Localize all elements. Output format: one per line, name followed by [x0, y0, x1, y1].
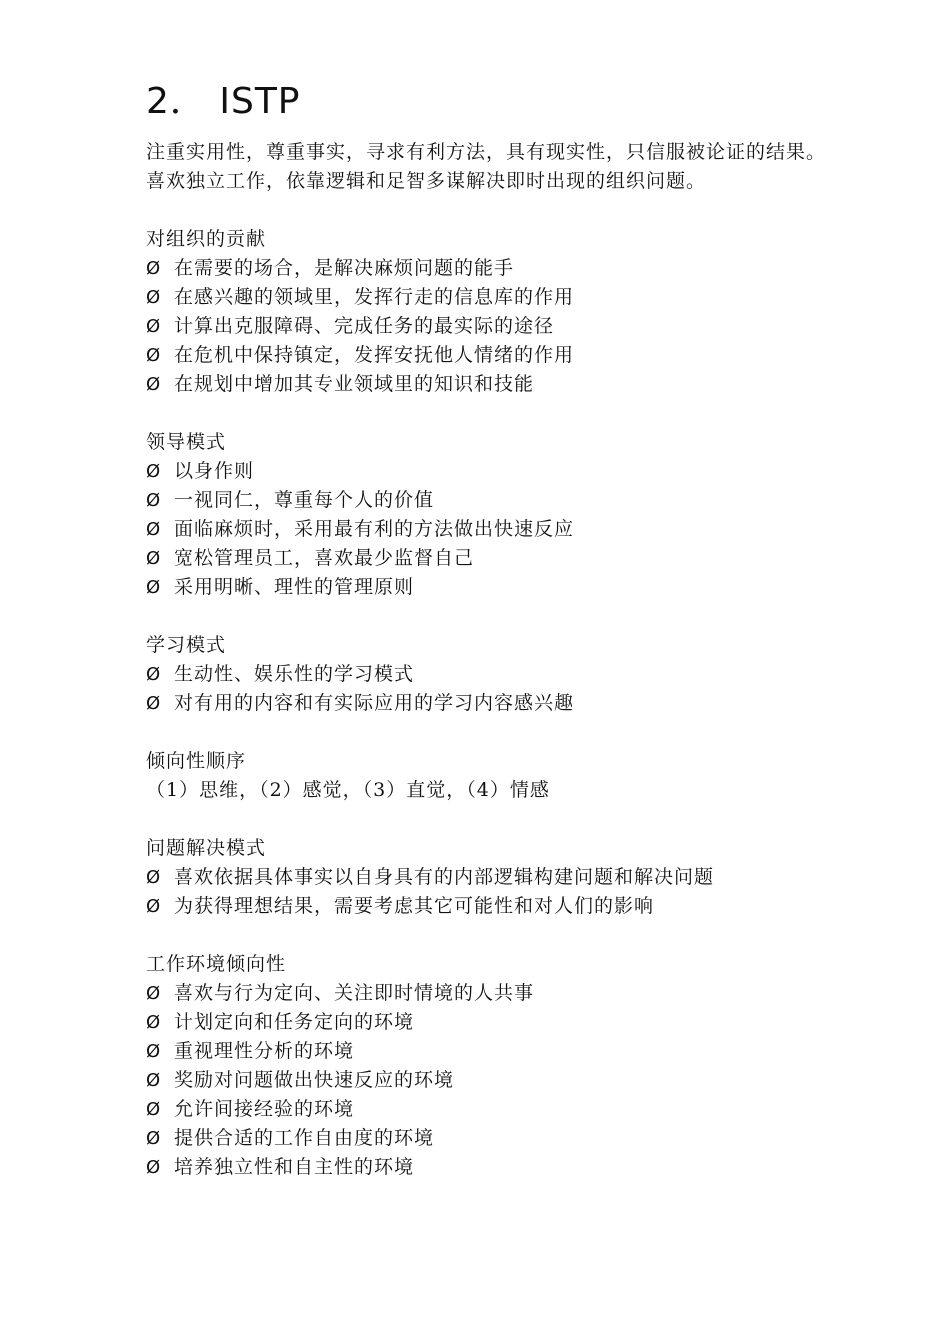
list-item [146, 1095, 826, 1124]
bullet-icon: Ø [146, 1070, 162, 1091]
bullet-list [146, 457, 826, 602]
list-item-text: 在危机中保持镇定，发挥安抚他人情绪的作用 [174, 344, 575, 366]
list-item-text: 对有用的内容和有实际应用的学习内容感兴趣 [174, 692, 575, 714]
section-learning [146, 631, 826, 718]
list-item-text: 为获得理想结果，需要考虑其它可能性和对人们的影响 [174, 895, 655, 917]
list-item [146, 457, 826, 486]
list-item [146, 892, 826, 921]
bullet-icon: Ø [146, 461, 162, 482]
section-heading: 领导模式 [146, 431, 227, 453]
list-item [146, 660, 826, 689]
bullet-icon: Ø [146, 896, 162, 917]
bullet-icon: Ø [146, 316, 162, 337]
list-item-text: 提供合适的工作自由度的环境 [174, 1127, 435, 1149]
list-item-text: 在感兴趣的领域里，发挥行走的信息库的作用 [174, 286, 575, 308]
list-item [146, 370, 826, 399]
bullet-icon: Ø [146, 287, 162, 308]
bullet-icon: Ø [146, 1099, 162, 1120]
bullet-icon: Ø [146, 983, 162, 1004]
section-contribution [146, 225, 826, 399]
bullet-icon: Ø [146, 867, 162, 888]
section-problem-solving [146, 834, 826, 921]
document-title: 2． ISTP [146, 81, 301, 122]
bullet-icon: Ø [146, 345, 162, 366]
preference-order-line: （1）思维，（2）感觉，（3）直觉，（4）情感 [146, 779, 550, 801]
section-preference-order [146, 747, 826, 805]
document-page [146, 80, 826, 1182]
list-item-text: 培养独立性和自主性的环境 [174, 1156, 415, 1178]
list-item [146, 689, 826, 718]
bullet-icon: Ø [146, 548, 162, 569]
list-item [146, 254, 826, 283]
list-item-text: 生动性、娱乐性的学习模式 [174, 663, 415, 685]
bullet-icon: Ø [146, 577, 162, 598]
list-item-text: 宽松管理员工，喜欢最少监督自己 [174, 547, 475, 569]
section-heading: 工作环境倾向性 [146, 953, 287, 975]
list-item-text: 奖励对问题做出快速反应的环境 [174, 1069, 455, 1091]
bullet-icon: Ø [146, 258, 162, 279]
section-work-environment [146, 950, 826, 1182]
section-heading: 问题解决模式 [146, 837, 267, 859]
list-item [146, 341, 826, 370]
list-item-text: 面临麻烦时，采用最有利的方法做出快速反应 [174, 518, 575, 540]
bullet-list [146, 979, 826, 1182]
list-item [146, 515, 826, 544]
bullet-list [146, 254, 826, 399]
bullet-icon: Ø [146, 1041, 162, 1062]
list-item-text: 计划定向和任务定向的环境 [174, 1011, 415, 1033]
list-item [146, 979, 826, 1008]
list-item-text: 计算出克服障碍、完成任务的最实际的途径 [174, 315, 555, 337]
list-item-text: 喜欢依据具体事实以自身具有的内部逻辑构建问题和解决问题 [174, 866, 715, 888]
bullet-list [146, 660, 826, 718]
bullet-icon: Ø [146, 1012, 162, 1033]
section-heading: 学习模式 [146, 634, 227, 656]
bullet-icon: Ø [146, 1128, 162, 1149]
list-item [146, 1008, 826, 1037]
list-item [146, 1066, 826, 1095]
list-item [146, 1153, 826, 1182]
bullet-icon: Ø [146, 519, 162, 540]
bullet-icon: Ø [146, 490, 162, 511]
list-item [146, 283, 826, 312]
list-item [146, 486, 826, 515]
bullet-icon: Ø [146, 664, 162, 685]
section-heading: 倾向性顺序 [146, 750, 247, 772]
bullet-icon: Ø [146, 693, 162, 714]
list-item [146, 312, 826, 341]
list-item-text: 在需要的场合，是解决麻烦问题的能手 [174, 257, 515, 279]
list-item-text: 一视同仁，尊重每个人的价值 [174, 489, 435, 511]
list-item [146, 1124, 826, 1153]
bullet-icon: Ø [146, 374, 162, 395]
section-leadership [146, 428, 826, 602]
list-item-text: 采用明晰、理性的管理原则 [174, 576, 415, 598]
list-item-text: 在规划中增加其专业领域里的知识和技能 [174, 373, 535, 395]
list-item-text: 以身作则 [174, 460, 255, 482]
intro-paragraph: 注重实用性，尊重事实，寻求有利方法，具有现实性，只信服被论证的结果。喜欢独立工作，依靠逻辑和足智多谋解决即时出现的组织问题。 [146, 141, 827, 192]
list-item [146, 544, 826, 573]
bullet-list [146, 863, 826, 921]
list-item [146, 573, 826, 602]
list-item-text: 允许间接经验的环境 [174, 1098, 355, 1120]
bullet-icon: Ø [146, 1157, 162, 1178]
list-item [146, 1037, 826, 1066]
section-heading: 对组织的贡献 [146, 228, 267, 250]
list-item [146, 863, 826, 892]
list-item-text: 重视理性分析的环境 [174, 1040, 355, 1062]
list-item-text: 喜欢与行为定向、关注即时情境的人共事 [174, 982, 535, 1004]
